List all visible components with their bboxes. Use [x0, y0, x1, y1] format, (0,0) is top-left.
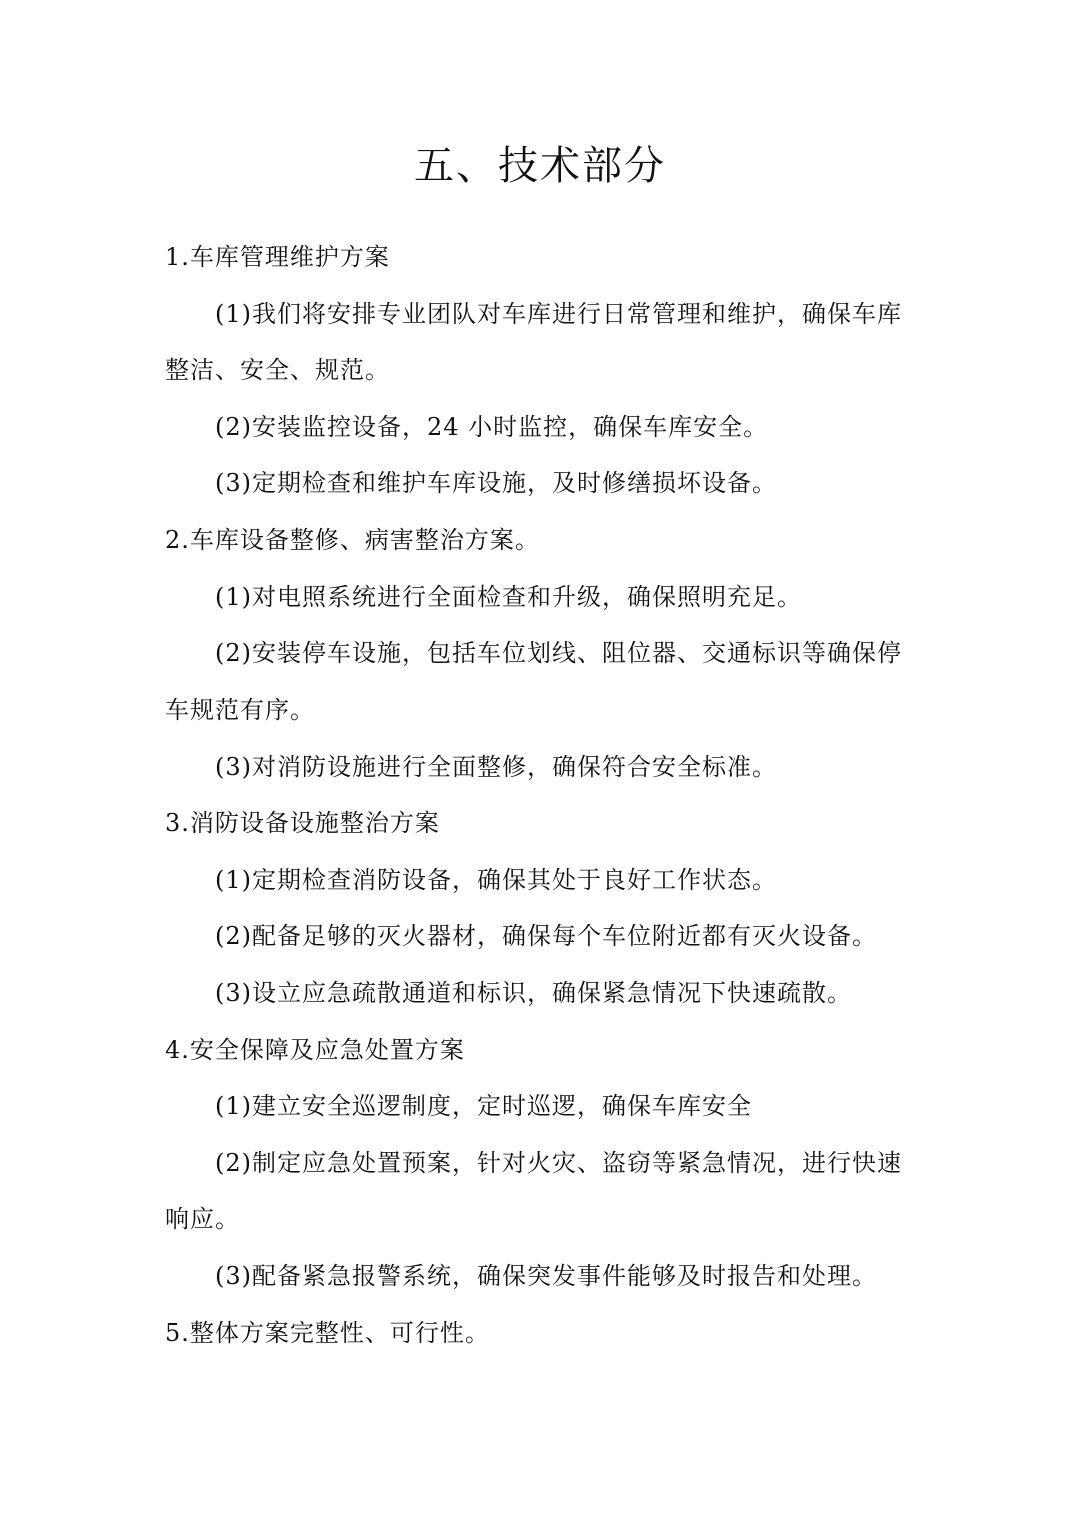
paragraph-line: (1)我们将安排专业团队对车库进行日常管理和维护，确保车库 [215, 300, 902, 328]
paragraph-line: (3)设立应急疏散通道和标识，确保紧急情况下快速疏散。 [215, 979, 852, 1007]
page-title: 五、技术部分 [414, 143, 666, 189]
paragraph-line: (1)建立安全巡逻制度，定时巡逻，确保车库安全 [215, 1092, 752, 1120]
section-heading: 2.车库设备整修、病害整治方案。 [165, 526, 540, 554]
paragraph-line: (2)配备足够的灭火器材，确保每个车位附近都有灭火设备。 [215, 922, 877, 950]
paragraph-continuation: 整洁、安全、规范。 [165, 356, 390, 384]
paragraph-line: (3)定期检查和维护车库设施，及时修缮损坏设备。 [215, 469, 777, 497]
paragraph-line: (1)定期检查消防设备，确保其处于良好工作状态。 [215, 866, 777, 894]
paragraph-line: (2)安装停车设施，包括车位划线、阻位器、交通标识等确保停 [215, 639, 902, 667]
section-heading: 3.消防设备设施整治方案 [165, 809, 440, 837]
paragraph-line: (3)配备紧急报警系统，确保突发事件能够及时报告和处理。 [215, 1262, 877, 1290]
section-heading: 4.安全保障及应急处置方案 [165, 1036, 465, 1064]
section-heading: 5.整体方案完整性、可行性。 [165, 1319, 490, 1347]
paragraph-line: (1)对电照系统进行全面检查和升级，确保照明充足。 [215, 583, 802, 611]
paragraph-line: (2)制定应急处置预案，针对火灾、盗窃等紧急情况，进行快速 [215, 1149, 902, 1177]
paragraph-line: (3)对消防设施进行全面整修，确保符合安全标准。 [215, 753, 777, 781]
paragraph-continuation: 车规范有序。 [165, 696, 315, 724]
paragraph-continuation: 响应。 [165, 1205, 240, 1233]
section-heading: 1.车库管理维护方案 [165, 243, 390, 271]
paragraph-line: (2)安装监控设备，24 小时监控，确保车库安全。 [215, 413, 769, 441]
